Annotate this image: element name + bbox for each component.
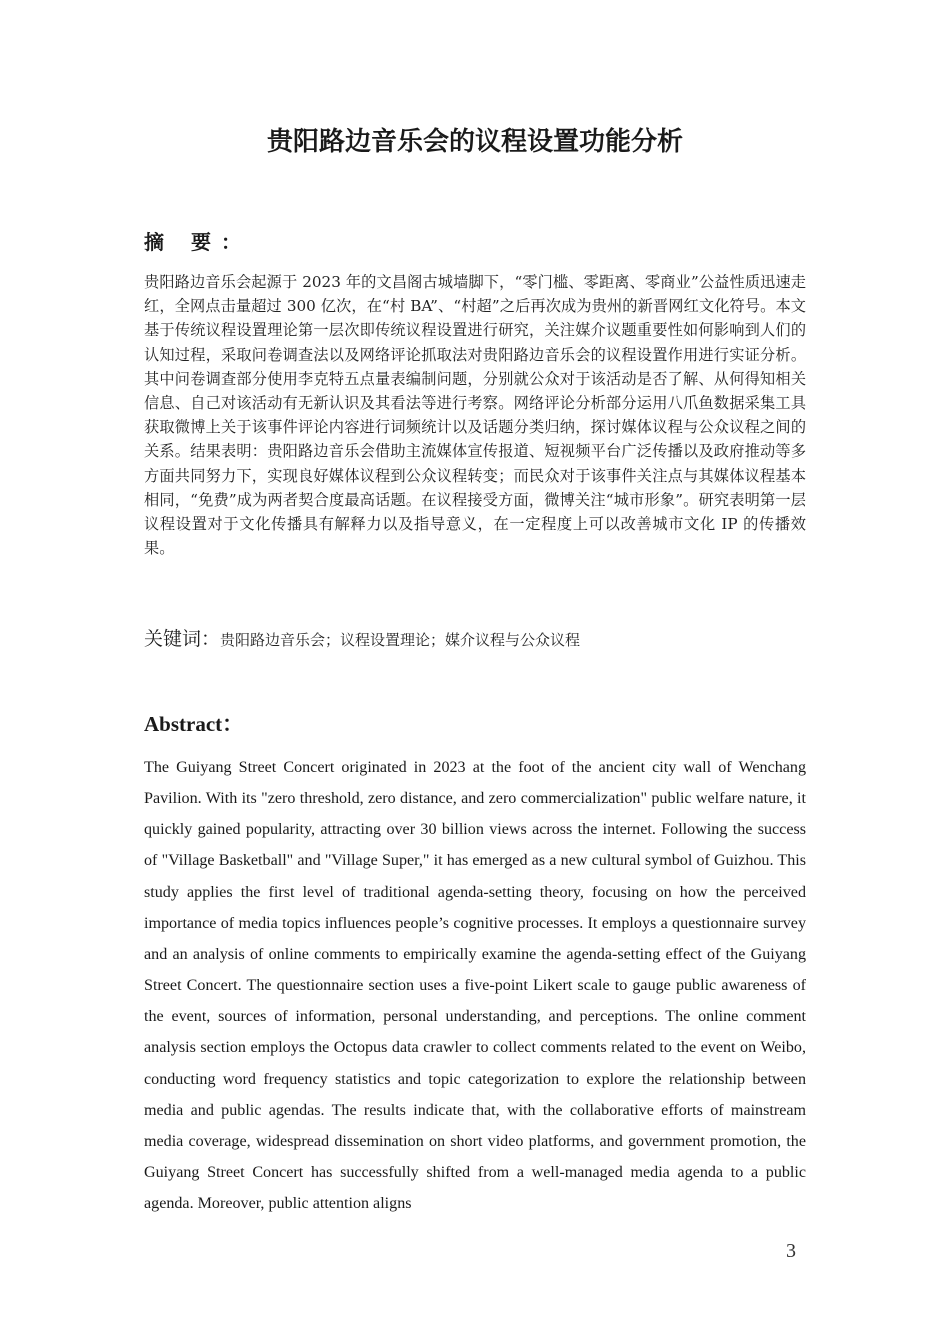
abstract-en-body: The Guiyang Street Concert originated in 2023 at the foot of the ancient city wall of Wenchang Pavilion. With its "zero threshold, zero distance, and zero commercialization" public welfare nature, it quickly gained popularity, attracting over 30 billion views across the internet. Following the success of "Village Basketball" and "Village Super," it has emerged as a new cultural symbol of Guizhou. This study applies the first level of traditional agenda-setting theory, focusing on how the perceived importance of media topics influences people’s cognitive processes. It employs a questionnaire survey and an analysis of online comments to empirically examine the agenda-setting effect of the Guiyang Street Concert. The questionnaire section uses a five-point Likert scale to gauge public awareness of the event, sources of information, personal understanding, and perceptions. The online comment analysis section employs the Octopus data crawler to collect comments related to the event on Weibo, conducting word frequency statistics and topic categorization to explore the relationship between media and public agendas. The results indicate that, with the collaborative efforts of mainstream media coverage, widespread dissemination on short video platforms, and government promotion, the Guiyang Street Concert has successfully shifted from a well-managed media agenda to a public agenda. Moreover, public attention aligns [144, 759, 806, 1213]
abstract-cn-body: 贵阳路边音乐会起源于 2023 年的文昌阁古城墙脚下，“零门槛、零距离、零商业”公益性质迅速走红，全网点击量超过 300 亿次，在“村 BA”、“村超”之后再次成为贵州的新晋网红文化符号。本文基于传统议程设置理论第一层次即传统议程设置进行研究，关注媒介议题重要性如何影响到人们的认知过程，采取问卷调查法以及网络评论抓取法对贵阳路边音乐会的议程设置作用进行实证分析。其中问卷调查部分使用李克特五点量表编制问题，分别就公众对于该活动是否了解、从何得知相关信息、自己对该活动有无新认识及其看法等进行考察。网络评论分析部分运用八爪鱼数据采集工具获取微博上关于该事件评论内容进行词频统计以及话题分类归纳，探讨媒体议程与公众议程之间的关系。结果表明：贵阳路边音乐会借助主流媒体宣传报道、短视频平台广泛传播以及政府推动等多方面共同努力下，实现良好媒体议程到公众议程转变；而民众对于该事件关注点与其媒体议程基本相同，“免费”成为两者契合度最高话题。在议程接受方面，微博关注“城市形象”。研究表明第一层议程设置对于文化传播具有解释力以及指导意义，在一定程度上可以改善城市文化 IP 的传播效果。 [144, 273, 806, 558]
keywords-label: 关键词： [144, 628, 221, 650]
abstract-cn-heading-text: 摘 要 [144, 230, 221, 254]
abstract-cn-heading-colon: ： [220, 230, 241, 254]
abstract-en-heading: Abstract： [144, 712, 244, 736]
abstract-cn-heading [144, 226, 241, 255]
page-number: 3 [786, 1240, 796, 1262]
keywords-line [144, 624, 806, 651]
paper-title: 贵阳路边音乐会的议程设置功能分析 [266, 127, 683, 157]
keywords-text: 贵阳路边音乐会；议程设置理论；媒介议程与公众议程 [220, 631, 581, 649]
